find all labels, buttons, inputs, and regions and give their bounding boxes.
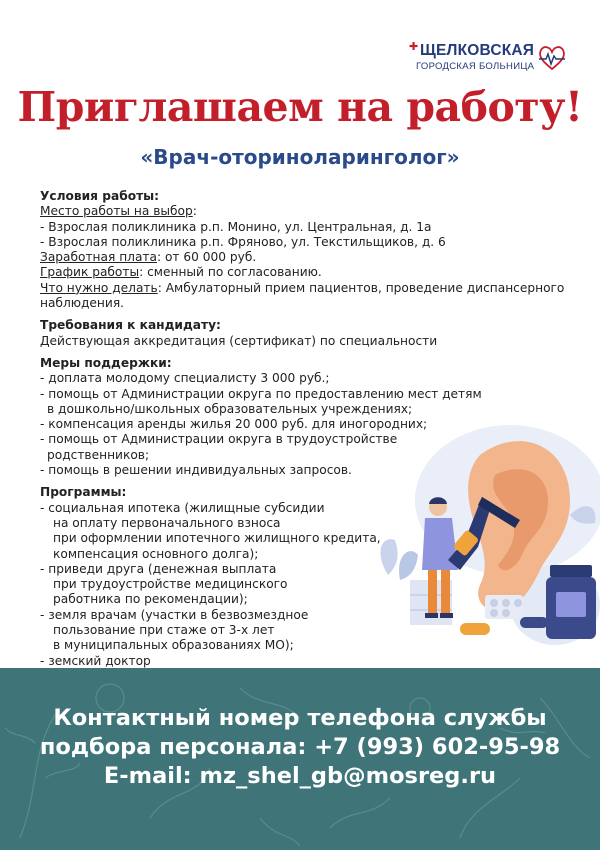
place-colon: : [192, 204, 197, 219]
heart-pulse-icon [536, 44, 568, 72]
program-item-cont: пользование при стаже от 3-х лет [53, 623, 275, 638]
program-item: - приведи друга (денежная выплата [40, 561, 277, 576]
logo-line1: ЩЕЛКОВСКАЯ [420, 42, 535, 59]
support-item: - компенсация аренды жилья 20 000 руб. для иногородних; [40, 417, 428, 432]
place-label-line [40, 204, 560, 219]
contact-text [0, 704, 600, 791]
salary-value: : от 60 000 руб. [157, 250, 257, 265]
salary-line [40, 250, 560, 265]
duties-value: : Амбулаторный прием пациентов, проведение диспансерного [157, 280, 565, 295]
duties-label: Что нужно делать [40, 280, 158, 295]
page-title: Приглашаем на работу! [17, 83, 583, 131]
doctor-ear-illustration [370, 405, 600, 650]
programs-heading: Программы: [40, 485, 127, 500]
duties-line [40, 280, 565, 296]
contact-phone[interactable]: подбора персонала: +7 (993) 602-95-98 [39, 734, 561, 760]
support-heading: Меры поддержки: [40, 355, 172, 370]
schedule-value: : сменный по согласованию. [139, 265, 322, 280]
place-label: Место работы на выбор [40, 204, 193, 219]
hospital-logo [408, 40, 578, 80]
program-item-cont: при оформлении ипотечного жилищного кредита, [53, 531, 381, 546]
support-item: - помощь от Администрации округа в трудоустройстве [40, 432, 398, 447]
duties-line-cont: наблюдения. [40, 296, 125, 311]
support-item-cont: родственников; [47, 447, 150, 462]
support-item: - помощь в решении индивидуальных запросов. [40, 463, 352, 478]
requirements-text: Действующая аккредитация (сертификат) по специальности [40, 333, 438, 348]
program-item: - земля врачам (участки в безвозмездное [40, 607, 309, 622]
salary-label: Заработная плата [40, 250, 157, 265]
contact-footer [0, 668, 600, 850]
contact-line1: Контактный номер телефона службы [53, 705, 547, 731]
support-item: - доплата молодому специалисту 3 000 руб.; [40, 371, 330, 386]
program-item: - социальная ипотека (жилищные субсидии [40, 500, 325, 515]
program-item-cont: в муниципальных образованиях МО); [53, 638, 294, 653]
job-title: «Врач-оториноларинголог» [140, 145, 460, 169]
support-item: - помощь от Администрации округа по предоставлению мест детям [40, 386, 482, 401]
program-item: - земский доктор [40, 653, 151, 668]
program-item-cont: на оплату первоначального взноса [53, 515, 281, 530]
schedule-label: График работы [40, 265, 140, 280]
program-item-cont: работника по рекомендации); [53, 592, 248, 607]
place-item: - Взрослая поликлиника р.п. Фряново, ул. Текстильщиков, д. 6 [40, 234, 446, 249]
contact-email[interactable]: E-mail: mz_shel_gb@mosreg.ru [103, 763, 497, 789]
program-item-cont: компенсация основного долга); [53, 546, 259, 561]
requirements-heading: Требования к кандидату: [40, 318, 221, 333]
program-item-cont: при трудоустройстве медицинского [53, 577, 288, 592]
logo-line2: ГОРОДСКАЯ БОЛЬНИЦА [416, 61, 535, 72]
support-item-cont: в дошкольно/школьных образовательных учреждениях; [47, 401, 413, 416]
conditions-heading: Условия работы: [40, 189, 160, 203]
schedule-line [40, 265, 560, 280]
medical-cross-icon: ✚ [409, 40, 419, 53]
place-item: - Взрослая поликлиника р.п. Монино, ул. Центральная, д. 1а [40, 219, 432, 234]
